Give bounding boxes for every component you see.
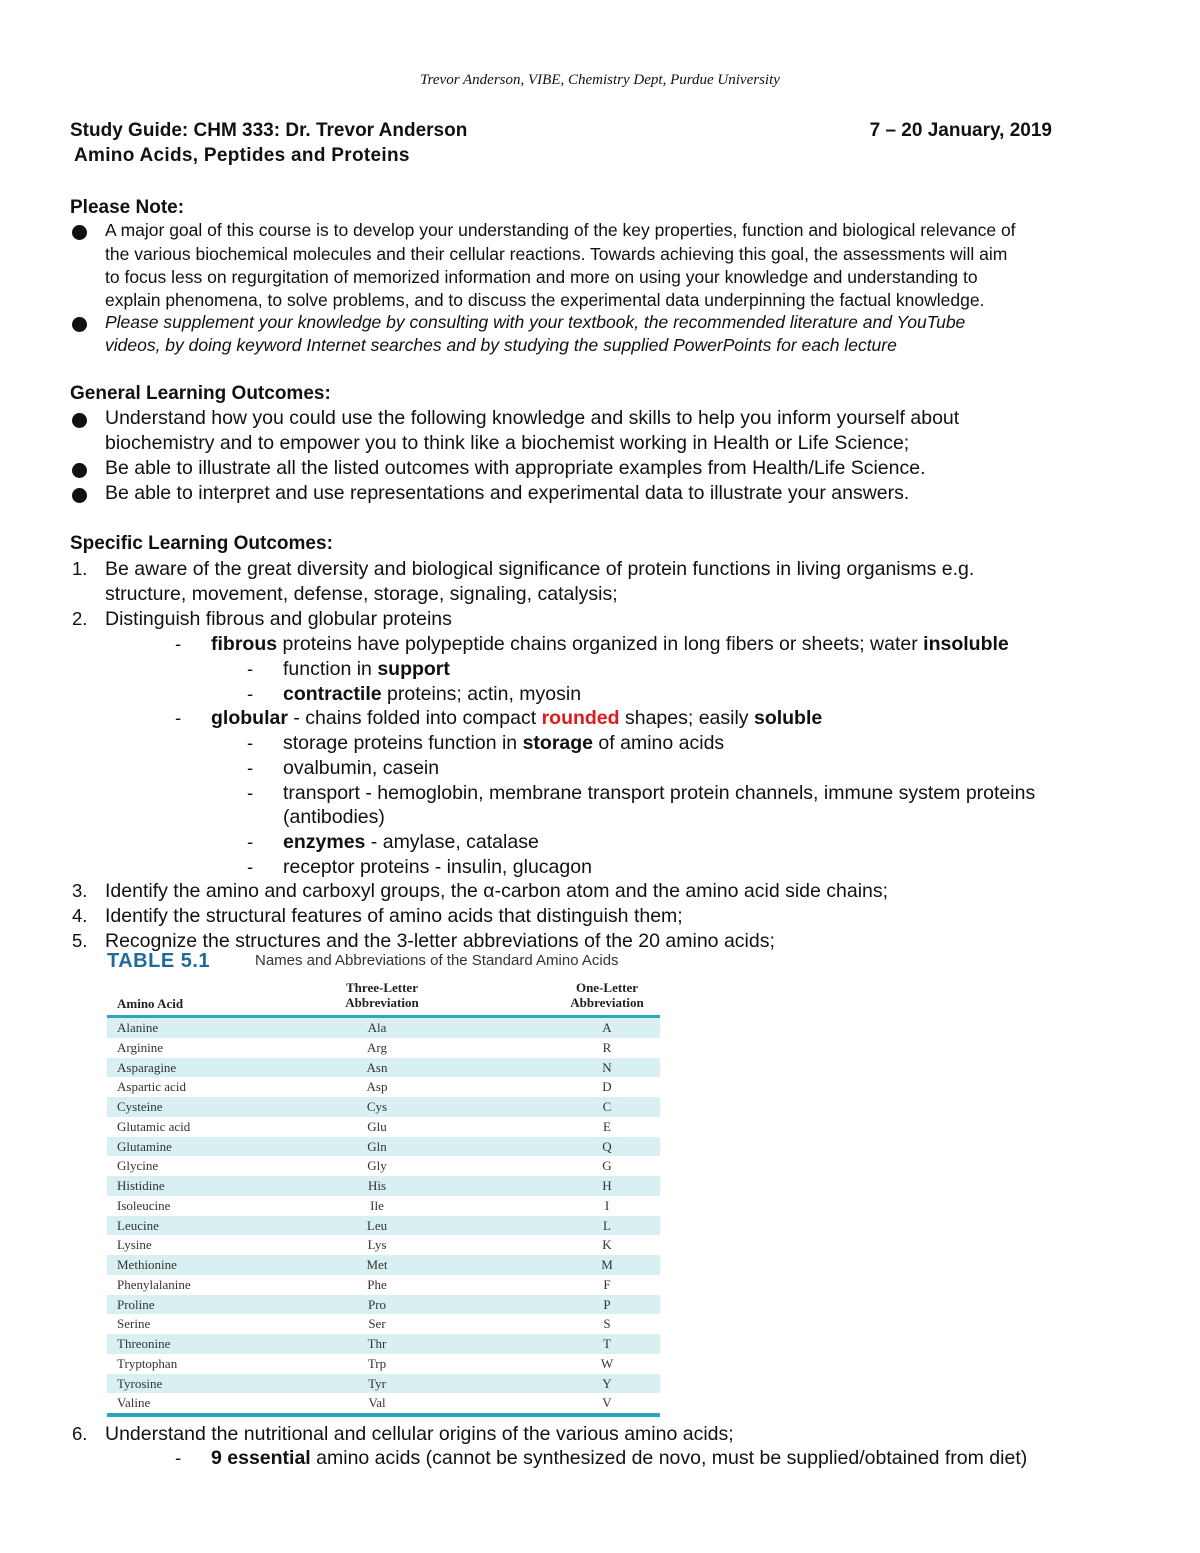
globular-sub-line: transport - hemoglobin, membrane transport protein channels, immune system proteins [283, 782, 1036, 804]
text-span: storage proteins function in [283, 732, 523, 754]
column-header-three-letter [322, 980, 442, 1010]
one-letter-code: D [602, 1079, 612, 1095]
bullet-icon [72, 463, 87, 478]
amino-acid-name: Alanine [117, 1020, 159, 1035]
one-letter-code: W [600, 1355, 614, 1371]
fibrous-sub-line [283, 658, 450, 681]
amino-acid-name: Tryptophan [117, 1355, 178, 1371]
text-span: of amino acids [593, 732, 725, 754]
table-row [107, 1216, 660, 1236]
globular-line [211, 707, 822, 730]
amino-acid-name: Glutamic acid [117, 1118, 191, 1134]
note-text-line: videos, by doing keyword Internet searches and by studying the supplied PowerPoints for each lecture [105, 335, 897, 355]
three-letter-code: Asn [366, 1059, 388, 1075]
one-letter-code: V [602, 1395, 612, 1411]
bullet-icon [72, 225, 87, 240]
essential-term: 9 essential [211, 1447, 311, 1469]
fibrous-sub-line [283, 683, 581, 706]
header-text: Abbreviation [570, 995, 644, 1010]
one-letter-code: I [604, 1197, 610, 1213]
note-text-line: to focus less on regurgitation of memorized information and more on using your knowledge and understanding to [105, 267, 978, 287]
list-number: 3. [72, 880, 88, 901]
header-text: One-Letter [575, 980, 639, 995]
general-outcome-line: Be able to interpret and use representations and experimental data to illustrate your answers. [105, 482, 910, 504]
dash-marker: - [247, 757, 254, 778]
soluble-term: soluble [753, 707, 823, 729]
table-rule-bottom [107, 1413, 660, 1417]
amino-acid-name: Histidine [117, 1178, 165, 1193]
text-span: - amylase, catalase [365, 831, 539, 853]
one-letter-code: Y [602, 1375, 612, 1391]
one-letter-code: E [603, 1118, 611, 1134]
support-term: support [377, 658, 450, 680]
list-number: 2. [72, 608, 88, 629]
note-text-line: Please supplement your knowledge by consulting with your textbook, the recommended literature and YouTube [105, 312, 966, 332]
outcome-6: Understand the nutritional and cellular origins of the various amino acids; [105, 1423, 734, 1445]
column-header-amino-acid: Amino Acid [117, 996, 184, 1011]
amino-acid-name: Leucine [117, 1217, 159, 1233]
dash-marker: - [175, 1447, 182, 1468]
fibrous-line [211, 633, 1009, 656]
author-header: Trevor Anderson, VIBE, Chemistry Dept, Purdue University [420, 72, 780, 88]
table-body [107, 1018, 660, 1413]
contractile-term: contractile [283, 683, 382, 705]
table-row [107, 1314, 660, 1334]
table-header [107, 978, 660, 1014]
dash-marker: - [175, 633, 182, 654]
one-letter-code: K [602, 1237, 612, 1253]
globular-sub-line [283, 732, 724, 755]
amino-acid-name: Asparagine [117, 1059, 177, 1075]
one-letter-code: S [603, 1316, 611, 1332]
specific-outcomes-heading: Specific Learning Outcomes: [70, 533, 333, 554]
three-letter-code: Arg [367, 1039, 387, 1055]
outcome-6-sub [211, 1447, 1027, 1470]
list-number: 4. [72, 905, 88, 926]
table-row [107, 1354, 660, 1374]
table-row [107, 1295, 660, 1315]
three-letter-code: Thr [367, 1336, 387, 1351]
bullet-icon [72, 488, 87, 503]
table-row [107, 1058, 660, 1078]
three-letter-code: Asp [366, 1079, 388, 1095]
table-row [107, 1196, 660, 1216]
fibrous-term: fibrous [211, 633, 278, 655]
one-letter-code: Q [602, 1138, 612, 1154]
storage-term: storage [522, 732, 594, 754]
text-span: amino acids (cannot be synthesized de novo, must be supplied/obtained from diet) [310, 1447, 1028, 1469]
one-letter-code: L [603, 1217, 611, 1233]
three-letter-code: Met [366, 1257, 388, 1272]
text-span: shapes; easily [619, 707, 754, 729]
amino-acid-name: Cysteine [117, 1099, 163, 1114]
general-outcome-line: biochemistry and to empower you to think like a biochemist working in Health or Life Science; [105, 432, 910, 454]
three-letter-code: Ser [368, 1316, 386, 1332]
insoluble-term: insoluble [923, 633, 1009, 655]
table-row [107, 1038, 660, 1058]
list-number: 5. [72, 930, 88, 951]
dash-marker: - [247, 732, 254, 753]
general-outcomes-heading: General Learning Outcomes: [70, 383, 331, 404]
dash-marker: - [247, 782, 254, 803]
bullet-icon [72, 413, 87, 428]
one-letter-code: N [602, 1059, 612, 1075]
three-letter-code: Phe [367, 1276, 387, 1292]
amino-acid-name: Glycine [117, 1158, 159, 1174]
dash-marker: - [247, 856, 254, 877]
table-row [107, 1018, 660, 1038]
table-row [107, 1117, 660, 1137]
table-row [107, 1097, 660, 1117]
table-row [107, 1255, 660, 1275]
text-span: - chains folded into compact [287, 707, 542, 729]
three-letter-code: Val [368, 1395, 386, 1411]
amino-acid-name: Valine [117, 1395, 151, 1411]
outcome-1-line: structure, movement, defense, storage, signaling, catalysis; [105, 583, 618, 605]
three-letter-code: Trp [367, 1355, 387, 1371]
one-letter-code: G [602, 1158, 612, 1174]
table-row [107, 1374, 660, 1394]
globular-sub-line [283, 831, 539, 854]
dash-marker: - [247, 683, 254, 704]
one-letter-code: C [602, 1099, 612, 1114]
one-letter-code: M [601, 1257, 613, 1272]
bullet-icon [72, 317, 87, 332]
globular-sub-line: ovalbumin, casein [283, 757, 440, 779]
three-letter-code: Pro [367, 1296, 387, 1312]
one-letter-code: H [602, 1178, 612, 1193]
outcome-1-line: Be aware of the great diversity and biological significance of protein functions in living organisms e.g. [105, 558, 975, 580]
one-letter-code: P [603, 1296, 611, 1312]
globular-term: globular [211, 707, 288, 729]
list-number: 6. [72, 1423, 88, 1444]
amino-acid-name: Proline [117, 1296, 155, 1312]
table-row [107, 1393, 660, 1413]
three-letter-code: Leu [366, 1217, 388, 1233]
table-caption: Names and Abbreviations of the Standard Amino Acids [255, 952, 619, 969]
amino-acid-name: Tyrosine [117, 1375, 163, 1391]
document-date: 7 – 20 January, 2019 [869, 120, 1052, 141]
note-text-line: A major goal of this course is to develop your understanding of the key properties, function and biological relevance of [105, 220, 1016, 240]
amino-acid-name: Threonine [117, 1336, 171, 1351]
one-letter-code: A [602, 1020, 612, 1035]
title-row [70, 120, 1052, 144]
note-text-line: explain phenomena, to solve problems, and to discuss the experimental data underpinning the factual knowledge. [105, 290, 985, 310]
text-span: proteins; actin, myosin [381, 683, 582, 705]
amino-acid-name: Phenylalanine [117, 1276, 191, 1292]
outcome-4: Identify the structural features of amino acids that distinguish them; [105, 905, 683, 927]
general-outcome-line: Understand how you could use the following knowledge and skills to help you inform yourself about [105, 407, 960, 429]
amino-acid-name: Glutamine [117, 1138, 172, 1154]
outcome-2: Distinguish fibrous and globular proteins [105, 608, 452, 630]
enzymes-term: enzymes [283, 831, 366, 853]
table-row [107, 1156, 660, 1176]
one-letter-code: F [603, 1276, 611, 1292]
three-letter-code: His [367, 1178, 387, 1193]
please-note-heading: Please Note: [70, 197, 185, 218]
one-letter-code: T [603, 1336, 611, 1351]
table-row [107, 1077, 660, 1097]
amino-acid-name: Serine [117, 1316, 151, 1332]
table-label: TABLE 5.1 [107, 950, 211, 972]
amino-acid-name: Lysine [117, 1237, 152, 1253]
three-letter-code: Ile [370, 1197, 384, 1213]
table-row [107, 1275, 660, 1295]
dash-marker: - [247, 831, 254, 852]
dash-marker: - [247, 658, 254, 679]
three-letter-code: Lys [367, 1237, 387, 1253]
three-letter-code: Gly [367, 1158, 387, 1174]
document-title: Study Guide: CHM 333: Dr. Trevor Anderson [70, 120, 468, 141]
table-row [107, 1137, 660, 1157]
three-letter-code: Glu [367, 1118, 387, 1134]
header-text: Three-Letter [346, 980, 418, 995]
fibrous-text: proteins have polypeptide chains organized in long fibers or sheets; water [277, 633, 924, 655]
list-number: 1. [72, 558, 88, 579]
table-row [107, 1334, 660, 1354]
three-letter-code: Tyr [368, 1375, 386, 1391]
globular-sub-line: (antibodies) [283, 806, 385, 828]
amino-acid-name: Methionine [117, 1257, 177, 1272]
amino-acid-name: Aspartic acid [117, 1079, 186, 1095]
three-letter-code: Ala [367, 1020, 387, 1035]
one-letter-code: R [602, 1039, 612, 1055]
document-subtitle: Amino Acids, Peptides and Proteins [74, 145, 410, 166]
amino-acid-name: Arginine [117, 1039, 163, 1055]
text-span: function in [283, 658, 378, 680]
three-letter-code: Cys [366, 1099, 388, 1114]
rounded-term: rounded [541, 707, 620, 729]
three-letter-code: Gln [367, 1138, 387, 1154]
outcome-5: Recognize the structures and the 3-letter abbreviations of the 20 amino acids; [105, 930, 775, 952]
globular-sub-line: receptor proteins - insulin, glucagon [283, 856, 592, 878]
general-outcome-line: Be able to illustrate all the listed outcomes with appropriate examples from Health/Life Science. [105, 457, 926, 479]
amino-acid-name: Isoleucine [117, 1197, 171, 1213]
outcome-3: Identify the amino and carboxyl groups, the α-carbon atom and the amino acid side chains; [105, 880, 889, 902]
note-text-line: the various biochemical molecules and their cellular reactions. Towards achieving this goal, the assessments will aim [105, 244, 1008, 264]
table-row [107, 1176, 660, 1196]
dash-marker: - [175, 707, 182, 728]
column-header-one-letter [547, 980, 667, 1010]
header-text: Abbreviation [345, 995, 419, 1010]
table-row [107, 1235, 660, 1255]
